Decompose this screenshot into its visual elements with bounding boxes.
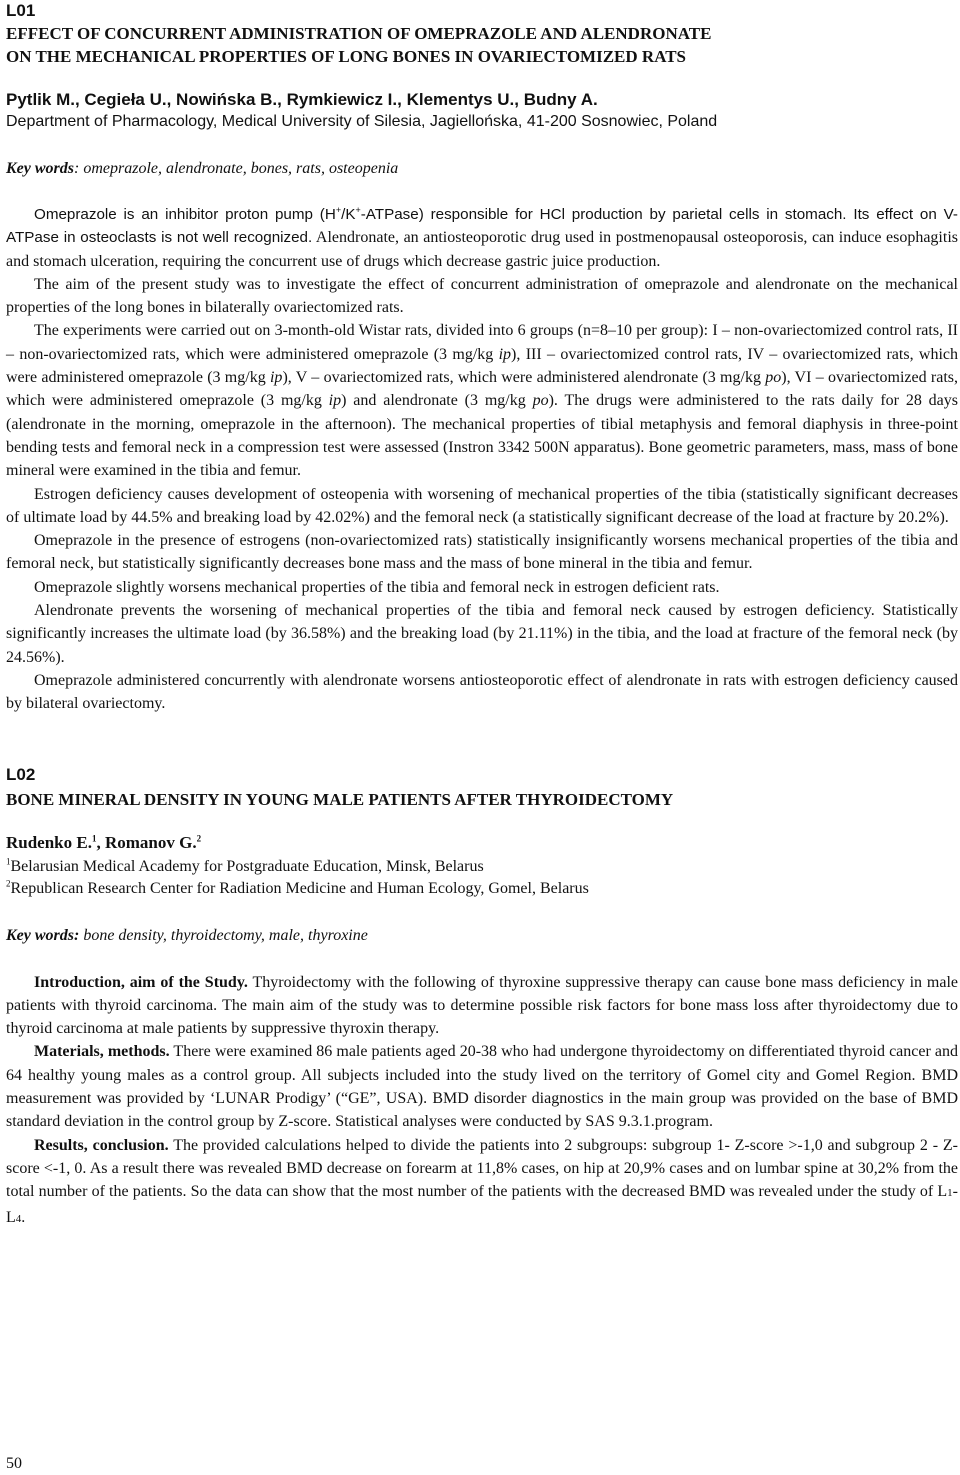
superscript: + bbox=[355, 204, 361, 215]
paragraph: Alendronate prevents the worsening of mechanical properties of the tibia and femoral neck caused by estrogen deficiency. Statistically significantly increases the ultimate load (by 36.58%) and the breaking load (by 21.11%) in the tibia, and the load at fracture of the femoral neck (by 24.56%). bbox=[6, 602, 958, 666]
text-run-italic: po bbox=[532, 392, 549, 410]
page-number: 50 bbox=[6, 1455, 22, 1472]
keywords-text: : omeprazole, alendronate, bones, rats, osteopenia bbox=[74, 160, 399, 177]
section-label: Materials, methods. bbox=[34, 1043, 170, 1061]
superscript: 2 bbox=[6, 878, 11, 889]
text-run: Alendronate, an antiosteoporotic drug used in postmenopausal osteoporosis, can induce esophagitis and stomach ulceration, requiring the concurrent use of drugs which decrease gastric juice production. bbox=[6, 229, 958, 270]
text-run: Omeprazole is an inhibitor proton pump (H bbox=[34, 206, 336, 223]
superscript: + bbox=[335, 204, 342, 215]
abstract-l02 bbox=[6, 764, 958, 1231]
abstract-title: BONE MINERAL DENSITY IN YOUNG MALE PATIENTS AFTER THYROIDECTOMY bbox=[6, 789, 674, 809]
text-run: . bbox=[21, 1208, 26, 1226]
paragraph: Omeprazole in the presence of estrogens (non-ovariectomized rats) statistically insignificantly worsens mechanical properties of the tibia and femoral neck, but statistically significantly decreases bone mass and the mass of bone mineral in the tibia and femur. bbox=[6, 532, 958, 573]
paragraph: Omeprazole administered concurrently with alendronate worsens antiosteoporotic effect of alendronate in rats with estrogen deficiency caused by bilateral ovariectomy. bbox=[6, 671, 958, 713]
text-run: ), V – ovariectomized rats, which were administered alendronate (3 mg/kg bbox=[282, 369, 766, 387]
keywords-label: Key words: bbox=[6, 926, 80, 944]
text-run: There were examined 86 male patients aged 20-38 who had undergone thyroidectomy on differentiated thyroid cancer and 64 healthy young males as a control group. All subjects included into the study lived on the territory of Gomel city and Gomel Region. BMD measurement was provided by ‘LUNAR Prodigy’ (“GE”, USA). BMD disorder diagnostics in the main group was provided on the base of BMD standard deviation in the control group by Z-score. Statistical analyses were conducted by SAS 9.3.1.program. bbox=[6, 1043, 958, 1131]
text-run: , bbox=[96, 832, 105, 852]
section-spacer bbox=[6, 716, 958, 764]
paragraph bbox=[6, 203, 958, 273]
paragraph bbox=[6, 1134, 958, 1231]
subscript: 4 bbox=[15, 1212, 22, 1225]
keywords-label: Key words bbox=[6, 160, 74, 177]
author-list: Pytlik M., Cegieła U., Nowińska B., Rymkiewicz I., Klementys U., Budny A. bbox=[6, 90, 598, 109]
text-run: /K bbox=[341, 206, 356, 223]
superscript: 1 bbox=[91, 832, 97, 843]
text-run: ), VI – ovariectomized rats, which were administered omeprazole (3 mg/kg bbox=[6, 369, 958, 410]
superscript: 1 bbox=[6, 856, 11, 867]
text-run: ). The drugs were administered to the rats daily for 28 days (alendronate in the morning, omeprazole in the afternoon). The mechanical properties of tibial metaphysis and femoral diaphysis in three-point bending tests and femoral neck in a compression test were assessed (Instron 3342 500N apparatus). Bone geometric parameters, mass, mass of bone mineral were examined in the tibia and femur. bbox=[6, 392, 959, 480]
affiliation bbox=[6, 856, 958, 878]
text-run: The provided calculations helped to divide the patients into 2 subgroups: subgroup 1- Z-score >-1,0 and subgroup 2 - Z-score <-1, 0. As a result there was revealed BMD decrease on forearm at 11,8% cases, on hip at 20,9% cases and on lumbar spine at 30,2% from the total number of the patients. So the data can show that the most number of the patients with the decreased BMD was revealed under the study of L bbox=[6, 1136, 958, 1201]
paragraph bbox=[6, 1040, 958, 1133]
text-run-italic: ip bbox=[328, 392, 342, 410]
document-page bbox=[6, 0, 958, 1231]
abstract-code: L02 bbox=[6, 764, 36, 784]
keywords bbox=[6, 925, 958, 947]
text-run: -L bbox=[6, 1183, 958, 1226]
paragraph: The aim of the present study was to investigate the effect of concurrent administration of omeprazole and alendronate on the mechanical properties of the long bones in bilaterally ovariectomized rats. bbox=[6, 275, 958, 317]
affiliation bbox=[6, 878, 958, 900]
text-run: -ATPase) responsible for HCl production by parietal cells in stomach. Its effect on V-ATPase in osteoclasts is not well recognized. bbox=[6, 206, 958, 247]
paragraph: Estrogen deficiency causes development of osteopenia with worsening of mechanical properties of the tibia (statistically significant decreases of ultimate load by 44.5% and breaking load by 42.02%) and the femoral neck (a statistically significant decrease of the load at fracture by 20.2%). bbox=[6, 485, 958, 526]
paragraph bbox=[6, 971, 958, 1041]
paragraph bbox=[6, 319, 958, 482]
text-run-italic: ip bbox=[269, 369, 283, 387]
subscript: 1 bbox=[947, 1187, 953, 1200]
section-label: Results, conclusion. bbox=[34, 1136, 169, 1154]
affiliation: Department of Pharmacology, Medical University of Silesia, Jagiellońska, 41-200 Sosnowiec, Poland bbox=[6, 113, 718, 130]
abstract-l01 bbox=[6, 0, 958, 716]
keywords-text: bone density, thyroidectomy, male, thyroxine bbox=[79, 926, 368, 944]
abstract-body bbox=[6, 203, 958, 716]
author-list bbox=[6, 832, 958, 854]
text-run-italic: po bbox=[765, 369, 782, 387]
text-run: Republican Research Center for Radiation Medicine and Human Ecology, Gomel, Belarus bbox=[10, 879, 589, 897]
superscript: 2 bbox=[196, 832, 202, 843]
text-run: The experiments were carried out on 3-month-old Wistar rats, divided into 6 groups (n=8–10 per group): I – non-ovariectomized control rats, II – non-ovariectomized rats, which were administered omeprazole (3 mg/kg bbox=[6, 322, 958, 363]
author: Romanov G. bbox=[104, 832, 197, 852]
keywords bbox=[6, 158, 958, 180]
text-run-italic: ip bbox=[498, 345, 512, 363]
text-run: Thyroidectomy with the following of thyroxine suppressive therapy can cause bone mass deficiency in male patients with thyroid carcinoma. The main aim of the study was to determine possible risk factors for bone mass loss after thyroidectomy due to thyroid carcinoma at male patients by suppressive thyroxin therapy. bbox=[6, 973, 959, 1038]
text-run: ) and alendronate (3 mg/kg bbox=[341, 392, 533, 410]
abstract-title bbox=[6, 22, 958, 68]
abstract-body bbox=[6, 971, 958, 1231]
paragraph: Omeprazole slightly worsens mechanical properties of the tibia and femoral neck in estrogen deficient rats. bbox=[34, 578, 720, 596]
text-run: Belarusian Medical Academy for Postgraduate Education, Minsk, Belarus bbox=[10, 857, 484, 875]
abstract-title-line: ON THE MECHANICAL PROPERTIES OF LONG BONES IN OVARIECTOMIZED RATS bbox=[6, 47, 686, 66]
abstract-code: L01 bbox=[6, 1, 36, 20]
section-label: Introduction, aim of the Study. bbox=[34, 973, 248, 991]
author: Rudenko E. bbox=[6, 832, 92, 852]
text-run: ), III – ovariectomized control rats, IV – ovariectomized rats, which were administered omeprazole (3 mg/kg bbox=[6, 345, 959, 387]
abstract-title-line: EFFECT OF CONCURRENT ADMINISTRATION OF OMEPRAZOLE AND ALENDRONATE bbox=[6, 24, 712, 43]
